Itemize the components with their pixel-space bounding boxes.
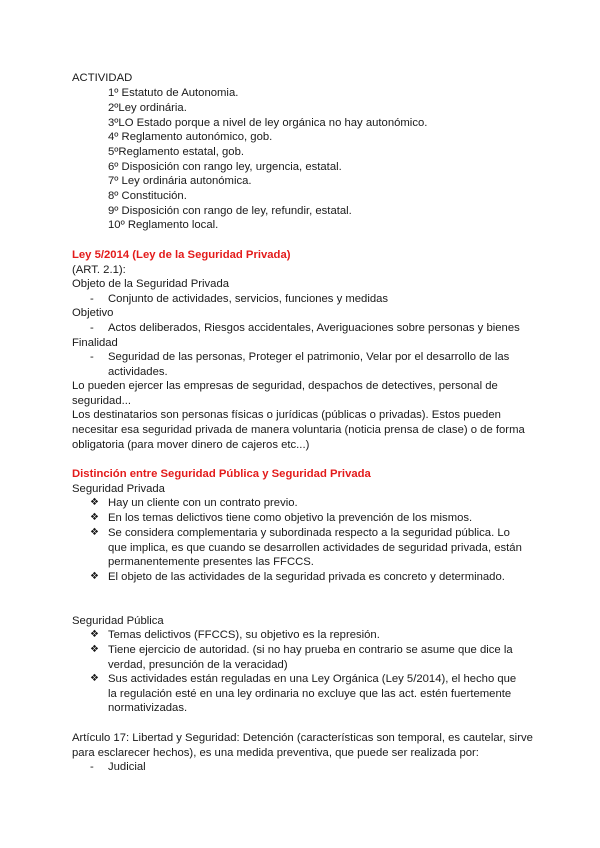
ley-heading: Ley 5/2014 (Ley de la Seguridad Privada) (72, 249, 291, 261)
privada-label: Seguridad Privada (72, 483, 165, 495)
dash-bullet: - (90, 351, 94, 363)
diamond-bullet-icon: ❖ (90, 527, 99, 538)
diamond-bullet-icon: ❖ (90, 644, 99, 655)
privada-item: Se considera complementaria y subordinada respecto a la seguridad pública. Lo que implica, es que cuando se desarrollen actividades de seguridad privada, están permanentemente presentes las FFCCS. (108, 527, 522, 568)
finalidad-label: Finalidad (72, 337, 118, 349)
distincion-heading: Distinción entre Seguridad Pública y Seguridad Privada (72, 468, 371, 480)
destinatarios-text: Los destinatarios son personas físicas o jurídicas (públicas o privadas). Estos pueden (72, 409, 501, 421)
articulo-text: para esclarecer hechos), es una medida preventiva, que puede ser realizada por: (72, 747, 479, 759)
finalidad-item: Seguridad de las personas, Proteger el patrimonio, Velar por el desarrollo de las actividades. (108, 351, 510, 378)
objetivo-item: Actos deliberados, Riesgos accidentales, Averiguaciones sobre personas y bienes (108, 322, 520, 334)
publica-item: Temas delictivos (FFCCS), su objetivo es la represión. (108, 629, 380, 641)
actividad-item: 2ºLey ordinária. (108, 102, 187, 114)
articulo-text: Artículo 17: Libertad y Seguridad: Detención (características son temporal, es cautelar, sirve (72, 732, 533, 744)
actividad-item: 9º Disposición con rango de ley, refundir, estatal. (108, 205, 352, 217)
actividad-item: 7º Ley ordinária autonómica. (108, 175, 252, 187)
diamond-bullet-icon: ❖ (90, 673, 99, 684)
ejercer-text: seguridad... (72, 395, 132, 407)
ley-art: (ART. 2.1): (72, 264, 126, 276)
actividad-item: 8º Constitución. (108, 190, 187, 202)
privada-item: El objeto de las actividades de la seguridad privada es concreto y determinado. (108, 571, 505, 583)
objetivo-label: Objetivo (72, 307, 114, 319)
privada-item: En los temas delictivos tiene como objetivo la prevención de los mismos. (108, 512, 473, 524)
diamond-bullet-icon: ❖ (90, 629, 99, 640)
actividad-item: 5ºReglamento estatal, gob. (108, 146, 245, 158)
actividad-item: 3ºLO Estado porque a nivel de ley orgánica no hay autonómico. (108, 117, 428, 129)
publica-item: Tiene ejercicio de autoridad. (si no hay prueba en contrario se asume que dice la verdad, presunción de la veracidad) (108, 644, 513, 671)
dash-bullet: - (90, 322, 94, 334)
articulo-item: Judicial (108, 761, 146, 773)
objeto-item: Conjunto de actividades, servicios, funciones y medidas (108, 293, 389, 305)
privada-item: Hay un cliente con un contrato previo. (108, 497, 298, 509)
ejercer-text: Lo pueden ejercer las empresas de seguridad, despachos de detectives, personal de (72, 380, 498, 392)
diamond-bullet-icon: ❖ (90, 571, 99, 582)
dash-bullet: - (90, 293, 94, 305)
actividad-title: ACTIVIDAD (72, 72, 133, 84)
actividad-item: 4º Reglamento autonómico, gob. (108, 131, 273, 143)
actividad-item: 10º Reglamento local. (108, 219, 219, 231)
diamond-bullet-icon: ❖ (90, 512, 99, 523)
destinatarios-text: obligatoria (para mover dinero de cajeros etc...) (72, 439, 310, 451)
actividad-item: 6º Disposición con rango ley, urgencia, estatal. (108, 161, 342, 173)
actividad-item: 1º Estatuto de Autonomia. (108, 87, 239, 99)
diamond-bullet-icon: ❖ (90, 497, 99, 508)
destinatarios-text: necesitar esa seguridad privada de manera voluntaria (noticia prensa de clase) o de forma (72, 424, 525, 436)
objeto-label: Objeto de la Seguridad Privada (72, 278, 230, 290)
publica-item: Sus actividades están reguladas en una Ley Orgánica (Ley 5/2014), el hecho que la regulación esté en una ley ordinaria no excluye que las act. estén fuertemente normativizadas. (108, 673, 517, 714)
dash-bullet: - (90, 761, 94, 773)
publica-label: Seguridad Pública (72, 615, 164, 627)
